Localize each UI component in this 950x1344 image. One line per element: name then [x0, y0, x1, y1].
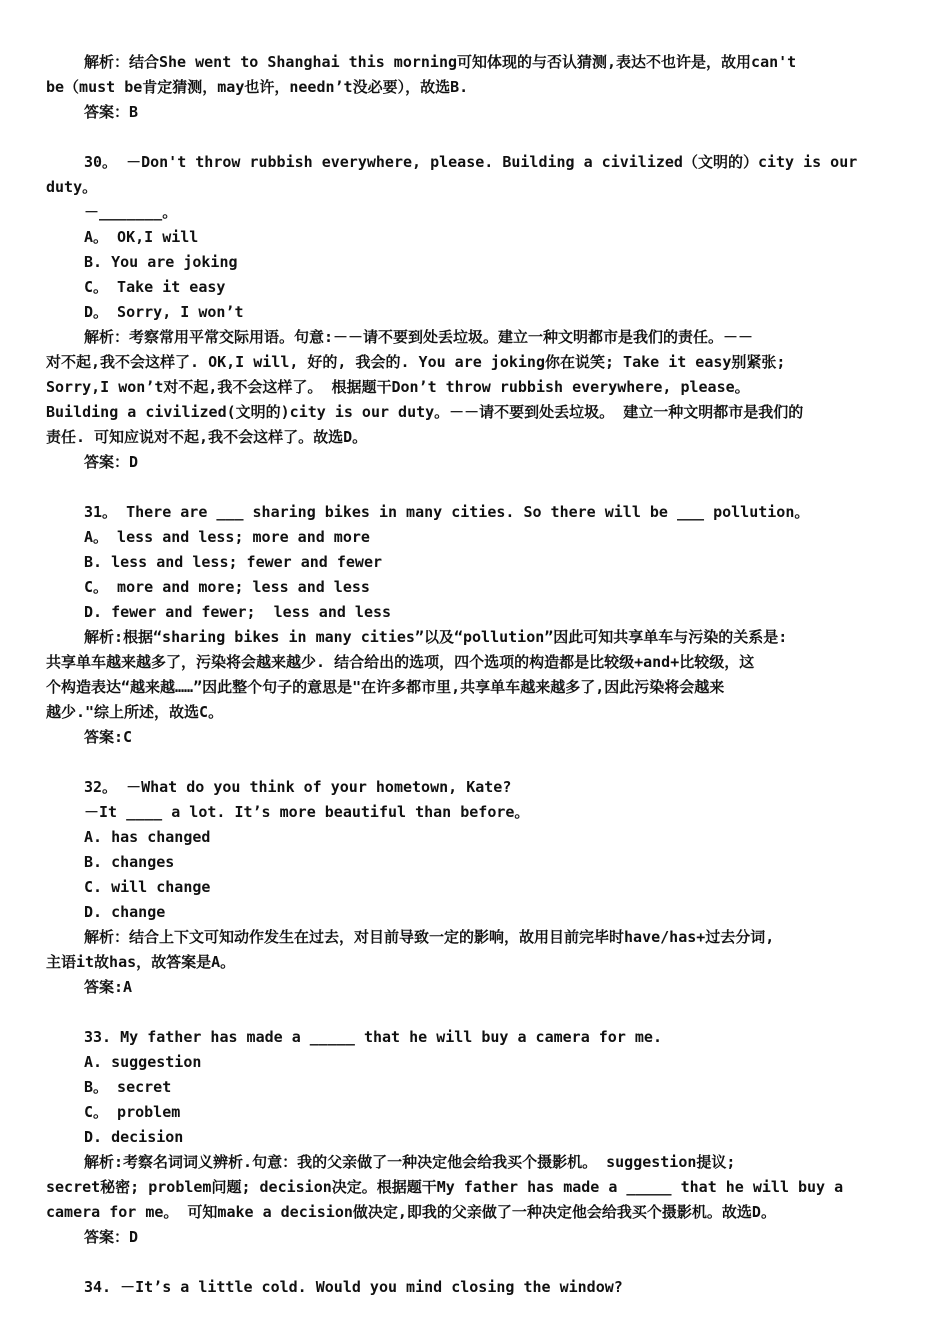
text-line: A。 less and less; more and more [84, 528, 370, 546]
text-line: D. decision [84, 1128, 184, 1146]
text-line: 解析:根据“sharing bikes in many cities”以及“pollution”因此可知共享单车与污染的关系是: [84, 628, 788, 646]
text-line: 对不起,我不会这样了. OK,I will, 好的, 我会的. You are joking你在说笑; Take it easy别紧张; [46, 353, 786, 371]
text-line: 个构造表达“越来越……”因此整个句子的意思是"在许多都市里,共享单车越来越多了,因此污染将会越来 [46, 678, 725, 696]
text-line: 答案：D [84, 1228, 139, 1246]
text-line: 解析：考察常用平常交际用语。句意:－－请不要到处丢垃圾。建立一种文明都市是我们的责任。－－ [84, 328, 754, 346]
text-line: 30。 －Don't throw rubbish everywhere, please. Building a civilized（文明的）city is our [84, 153, 858, 171]
text-line: 主语it故has，故答案是A。 [46, 953, 236, 971]
text-line: －_______。 [84, 203, 178, 221]
text-line: A. suggestion [84, 1053, 202, 1071]
text-line: 解析：结合She went to Shanghai this morning可知体现的与否认猜测,表达不也许是，故用can't [84, 53, 797, 71]
text-line: 解析：结合上下文可知动作发生在过去，对目前导致一定的影响，故用目前完毕时have/has+过去分词, [84, 928, 775, 946]
text-line: Building a civilized(文明的)city is our duty。－－请不要到处丢垃圾。 建立一种文明都市是我们的 [46, 403, 804, 421]
text-line: B. changes [84, 853, 175, 871]
text-line: B. You are joking [84, 253, 238, 271]
text-line: 答案：D [84, 453, 139, 471]
text-line: A. has changed [84, 828, 211, 846]
text-line: D. change [84, 903, 166, 921]
text-line: C。 more and more; less and less [84, 578, 370, 596]
text-line: 共享单车越来越多了，污染将会越来越少. 结合给出的选项，四个选项的构造都是比较级+and+比较级，这 [46, 653, 755, 671]
text-line: 31。 There are ___ sharing bikes in many cities. So there will be ___ pollution。 [84, 503, 810, 521]
text-line: A。 OK,I will [84, 228, 199, 246]
text-line: duty。 [46, 178, 98, 196]
text-line: C。 Take it easy [84, 278, 226, 296]
text-line: D。 Sorry, I won’t [84, 303, 244, 321]
text-line: 答案:A [84, 978, 133, 996]
text-line: camera for me。 可知make a decision做决定,即我的父亲做了一种决定他会给我买个摄影机。故选D。 [46, 1203, 776, 1221]
text-line: B。 secret [84, 1078, 172, 1096]
text-line: Sorry,I won’t对不起,我不会这样了。 根据题干Don’t throw rubbish everywhere, please。 [46, 378, 750, 396]
text-line: secret秘密; problem问题; decision决定。根据题干My father has made a _____ that he will buy a [46, 1178, 844, 1196]
text-line: 33. My father has made a _____ that he will buy a camera for me. [84, 1028, 662, 1046]
text-line: 32。 －What do you think of your hometown, Kate? [84, 778, 512, 796]
text-line: C. will change [84, 878, 211, 896]
text-line: C。 problem [84, 1103, 181, 1121]
text-line: 责任. 可知应说对不起,我不会这样了。故选D。 [46, 428, 368, 446]
text-line: be（must be肯定猜测，may也许，needn’t没必要），故选B. [46, 78, 469, 96]
text-line: 越少."综上所述，故选C。 [46, 703, 224, 721]
text-line: 答案：B [84, 103, 139, 121]
text-line: B. less and less; fewer and fewer [84, 553, 383, 571]
text-line: 答案:C [84, 728, 133, 746]
text-line: D. fewer and fewer; less and less [84, 603, 392, 621]
text-line: 解析:考察名词词义辨析.句意：我的父亲做了一种决定他会给我买个摄影机。 suggestion提议; [84, 1153, 736, 1171]
text-line: 34. －It’s a little cold. Would you mind closing the window? [84, 1278, 623, 1296]
text-line: －It ____ a lot. It’s more beautiful than before。 [84, 803, 530, 821]
